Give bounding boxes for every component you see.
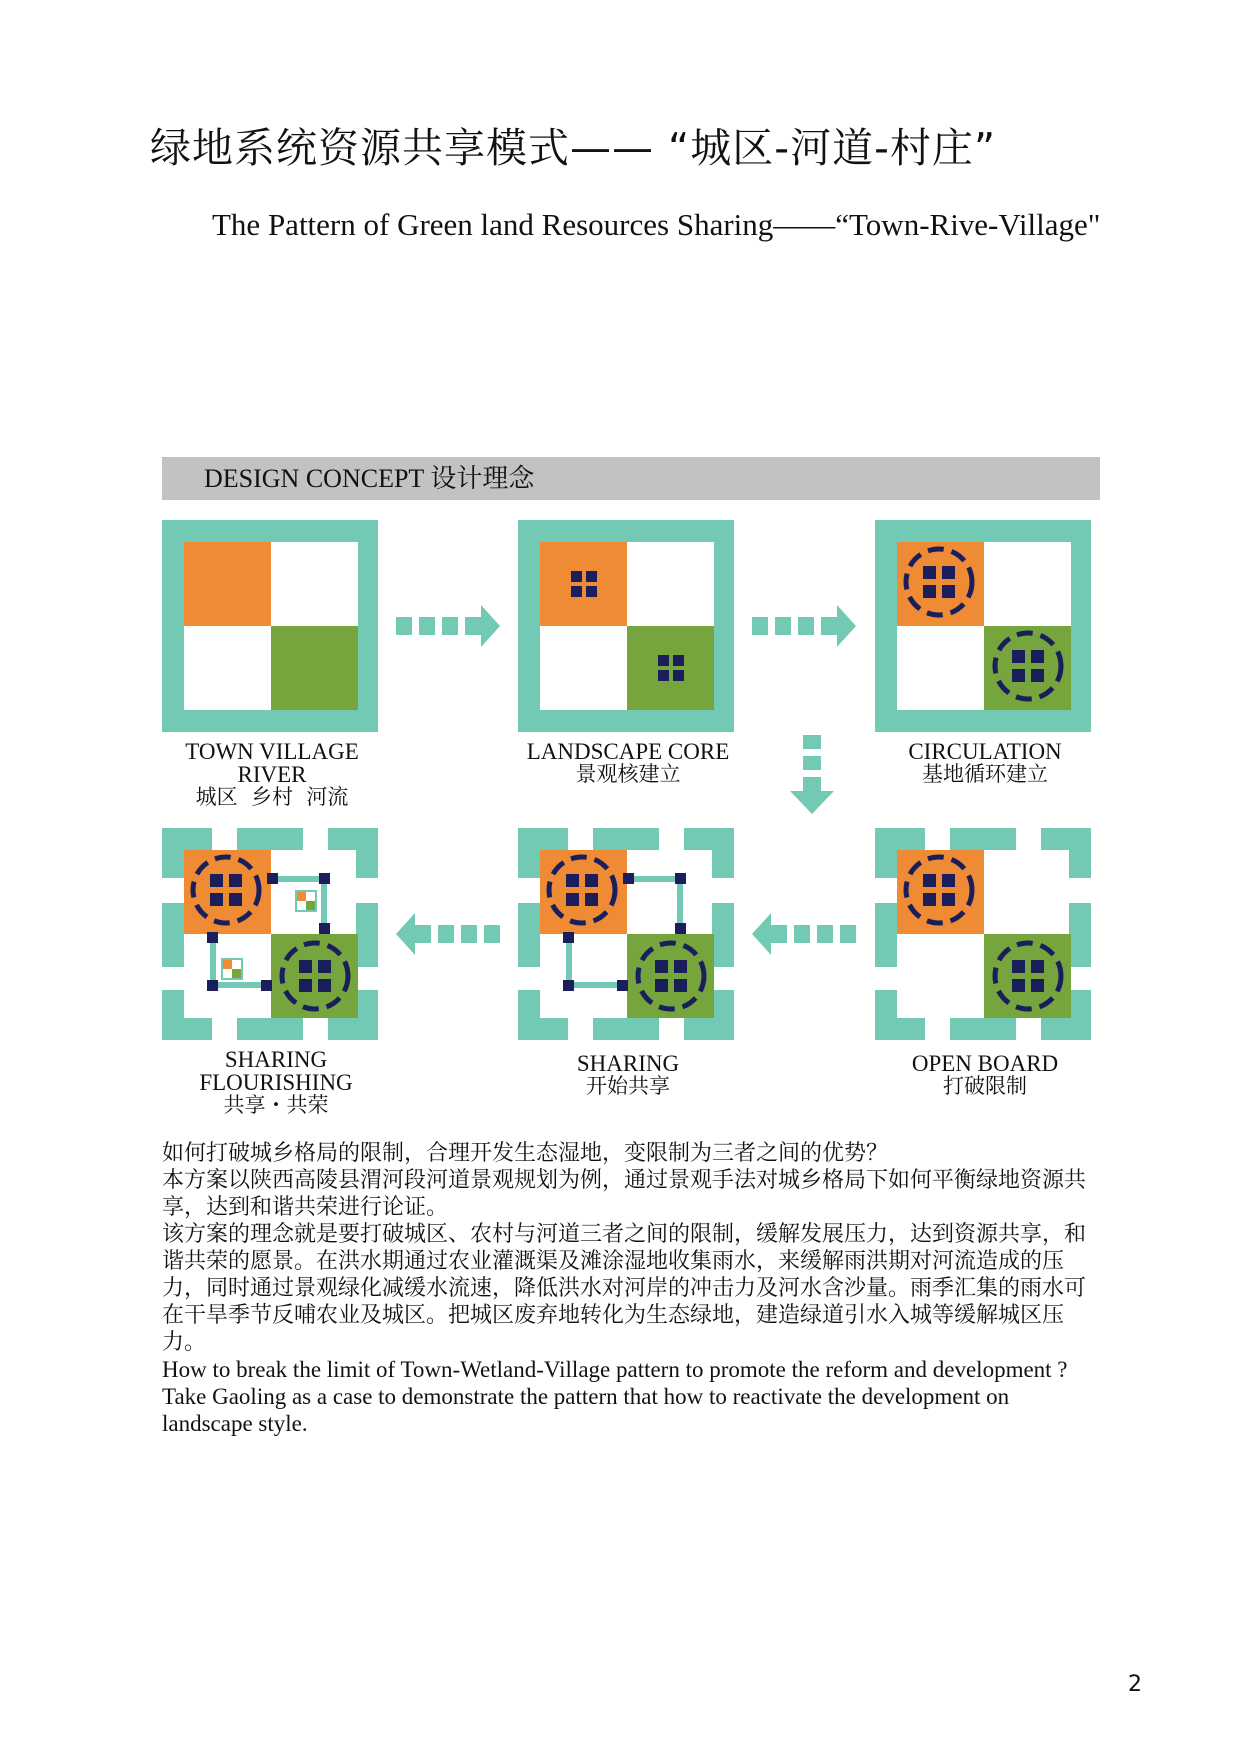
body-paragraph: 该方案的理念就是要打破城区、农村与河道三者之间的限制，缓解发展压力，达到资源共享，和谐共荣的愿景。在洪水期通过农业灌溉渠及滩涂湿地收集雨水，来缓解雨洪期对河流造成的压力，同时通过景观绿化减缓水流速，降低洪水对河岸的冲击力及河水含沙量。雨季汇集的雨水可在干旱季节反哺农业及城区。把城区废弃地转化为生态绿地，建造绿道引水入城等缓解城区压力。 (162, 1222, 1087, 1355)
caption-cn: 开始共享 (586, 1074, 670, 1098)
shared-mini-square (296, 891, 316, 911)
panel-town-village-river (162, 520, 378, 732)
arrow-left-icon (396, 913, 500, 955)
caption-en: OPEN BOARD (911, 1051, 1059, 1076)
caption-en: SHARING (576, 1051, 680, 1076)
design-concept-label: DESIGN CONCEPT 设计理念 (204, 464, 535, 493)
caption-cn: 景观核建立 (575, 762, 681, 786)
page-number: 2 (1128, 1672, 1142, 1697)
arrow-left-icon (752, 913, 856, 955)
caption-en: CIRCULATION (908, 739, 1062, 764)
caption-cn: 共享・共荣 (223, 1093, 329, 1117)
body-paragraph: 如何打破城乡格局的限制，合理开发生态湿地，变限制为三者之间的优势？ (162, 1141, 889, 1166)
page-title-chinese: 绿地系统资源共享模式—— “城区-河道-村庄” (150, 124, 997, 172)
panel-circulation (875, 520, 1091, 732)
body-text (162, 1140, 1092, 1437)
caption-cn: 基地循环建立 (922, 762, 1048, 786)
body-paragraph: 本方案以陕西高陵县渭河段河道景观规划为例，通过景观手法对城乡格局下如何平衡绿地资源共享，达到和谐共荣进行论证。 (162, 1168, 1087, 1220)
shared-mini-square (222, 959, 242, 979)
panel-open-board (875, 828, 1091, 1040)
panel-sharing (518, 828, 734, 1040)
caption-circulation (855, 740, 1115, 786)
caption-en: SHARING FLOURISHING (199, 1047, 353, 1095)
arrow-right-icon (396, 605, 500, 647)
caption-town-village-river (142, 740, 402, 809)
caption-en: LANDSCAPE CORE (526, 739, 730, 764)
arrow-down-icon (790, 735, 834, 814)
caption-cn: 打破限制 (943, 1074, 1027, 1098)
caption-en: TOWN VILLAGE RIVER (185, 739, 359, 787)
caption-sharing-flourishing (146, 1048, 406, 1117)
caption-landscape-core (498, 740, 758, 786)
caption-open-board (855, 1052, 1115, 1098)
panel-landscape-core (518, 520, 734, 732)
caption-sharing (498, 1052, 758, 1098)
body-paragraph-english: How to break the limit of Town-Wetland-Village pattern to promote the reform and development ? Take Gaoling as a case to demonstrate the pattern that how to reactivate the development on landscape style. (162, 1357, 1068, 1436)
page-title-english: The Pattern of Green land Resources Sharing——“Town-Rive-Village" (212, 207, 1101, 242)
caption-cn: 城区 乡村 河流 (195, 785, 349, 809)
panel-sharing-flourishing (162, 828, 378, 1040)
arrow-right-icon (752, 605, 856, 647)
